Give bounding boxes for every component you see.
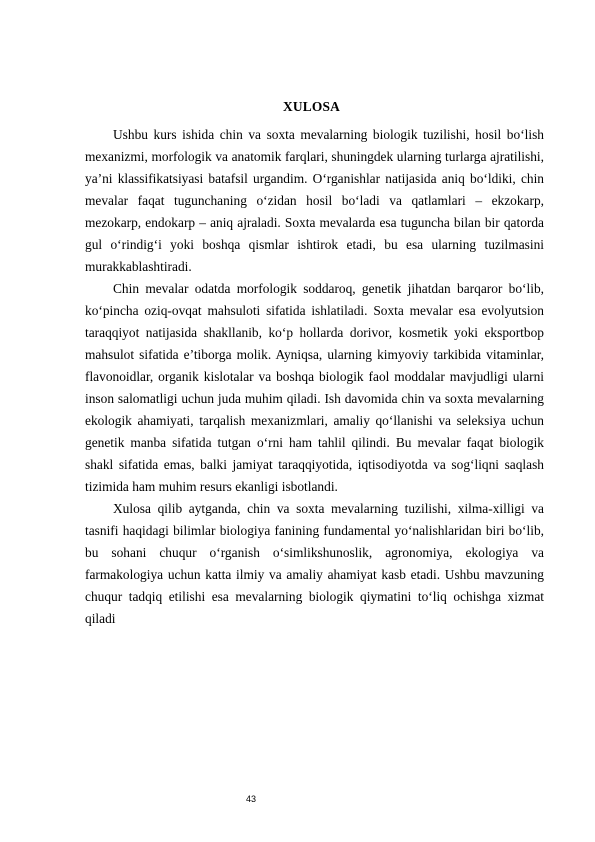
- paragraph-2: Chin mevalar odatda morfologik soddaroq, genetik jihatdan barqaror bo‘lib, ko‘pincha oziq-ovqat mahsuloti sifatida ishlatiladi. Soxta mevalar esa evolyutsion taraqqiyot natijasida shakllanib, ko‘p hollarda dorivor, kosmetik yoki eksportbop mahsulot sifatida e’tiborga molik. Ayniqsa, ularning kimyoviy tarkibida vitaminlar, flavonoidlar, organik kislotalar va boshqa biologik faol moddalar mavjudligi ularni inson salomatligi uchun juda muhim qiladi. Ish davomida chin va soxta mevalarning ekologik ahamiyati, tarqalish mexanizmlari, amaliy qo‘llanishi va seleksiya uchun genetik manba sifatida tutgan o‘rni ham tahlil qilindi. Bu mevalar faqat biologik shakl sifatida emas, balki jamiyat taraqqiyotida, iqtisodiyotda va sog‘liqni saqlash tizimida ham muhim resurs ekanligi isbotlandi.: [85, 281, 544, 494]
- page-title: XULOSA: [282, 99, 340, 114]
- body-text: [85, 124, 544, 630]
- page-number: 43: [246, 794, 257, 804]
- paragraph-3: Xulosa qilib aytganda, chin va soxta mevalarning tuzilishi, xilma-xilligi va tasnifi haqidagi bilimlar biologiya fanining fundamental yo‘nalishlaridan biri bo‘lib, bu sohani chuqur o‘rganish o‘simlikshunoslik, agronomiya, ekologiya va farmakologiya uchun katta ilmiy va amaliy ahamiyat kasb etadi. Ushbu mavzuning chuqur tadqiq etilishi esa mevalarning biologik qiymatini to‘liq ochishga xizmat qiladi: [85, 501, 544, 626]
- paragraph-1: Ushbu kurs ishida chin va soxta mevalarning biologik tuzilishi, hosil bo‘lish mexanizmi, morfologik va anatomik farqlari, shuningdek ularning turlarga ajratilishi, ya’ni klassifikatsiyasi batafsil urgandim. O‘rganishlar natijasida aniq bo‘ldiki, chin mevalar faqat tugunchaning o‘zidan hosil bo‘ladi va qatlamlari – ekzokarp, mezokarp, endokarp – aniq ajraladi. Soxta mevalarda esa tuguncha bilan bir qatorda gul o‘rindig‘i yoki boshqa qismlar ishtirok etadi, bu esa ularning tuzilmasini murakkablashtiradi.: [85, 127, 544, 274]
